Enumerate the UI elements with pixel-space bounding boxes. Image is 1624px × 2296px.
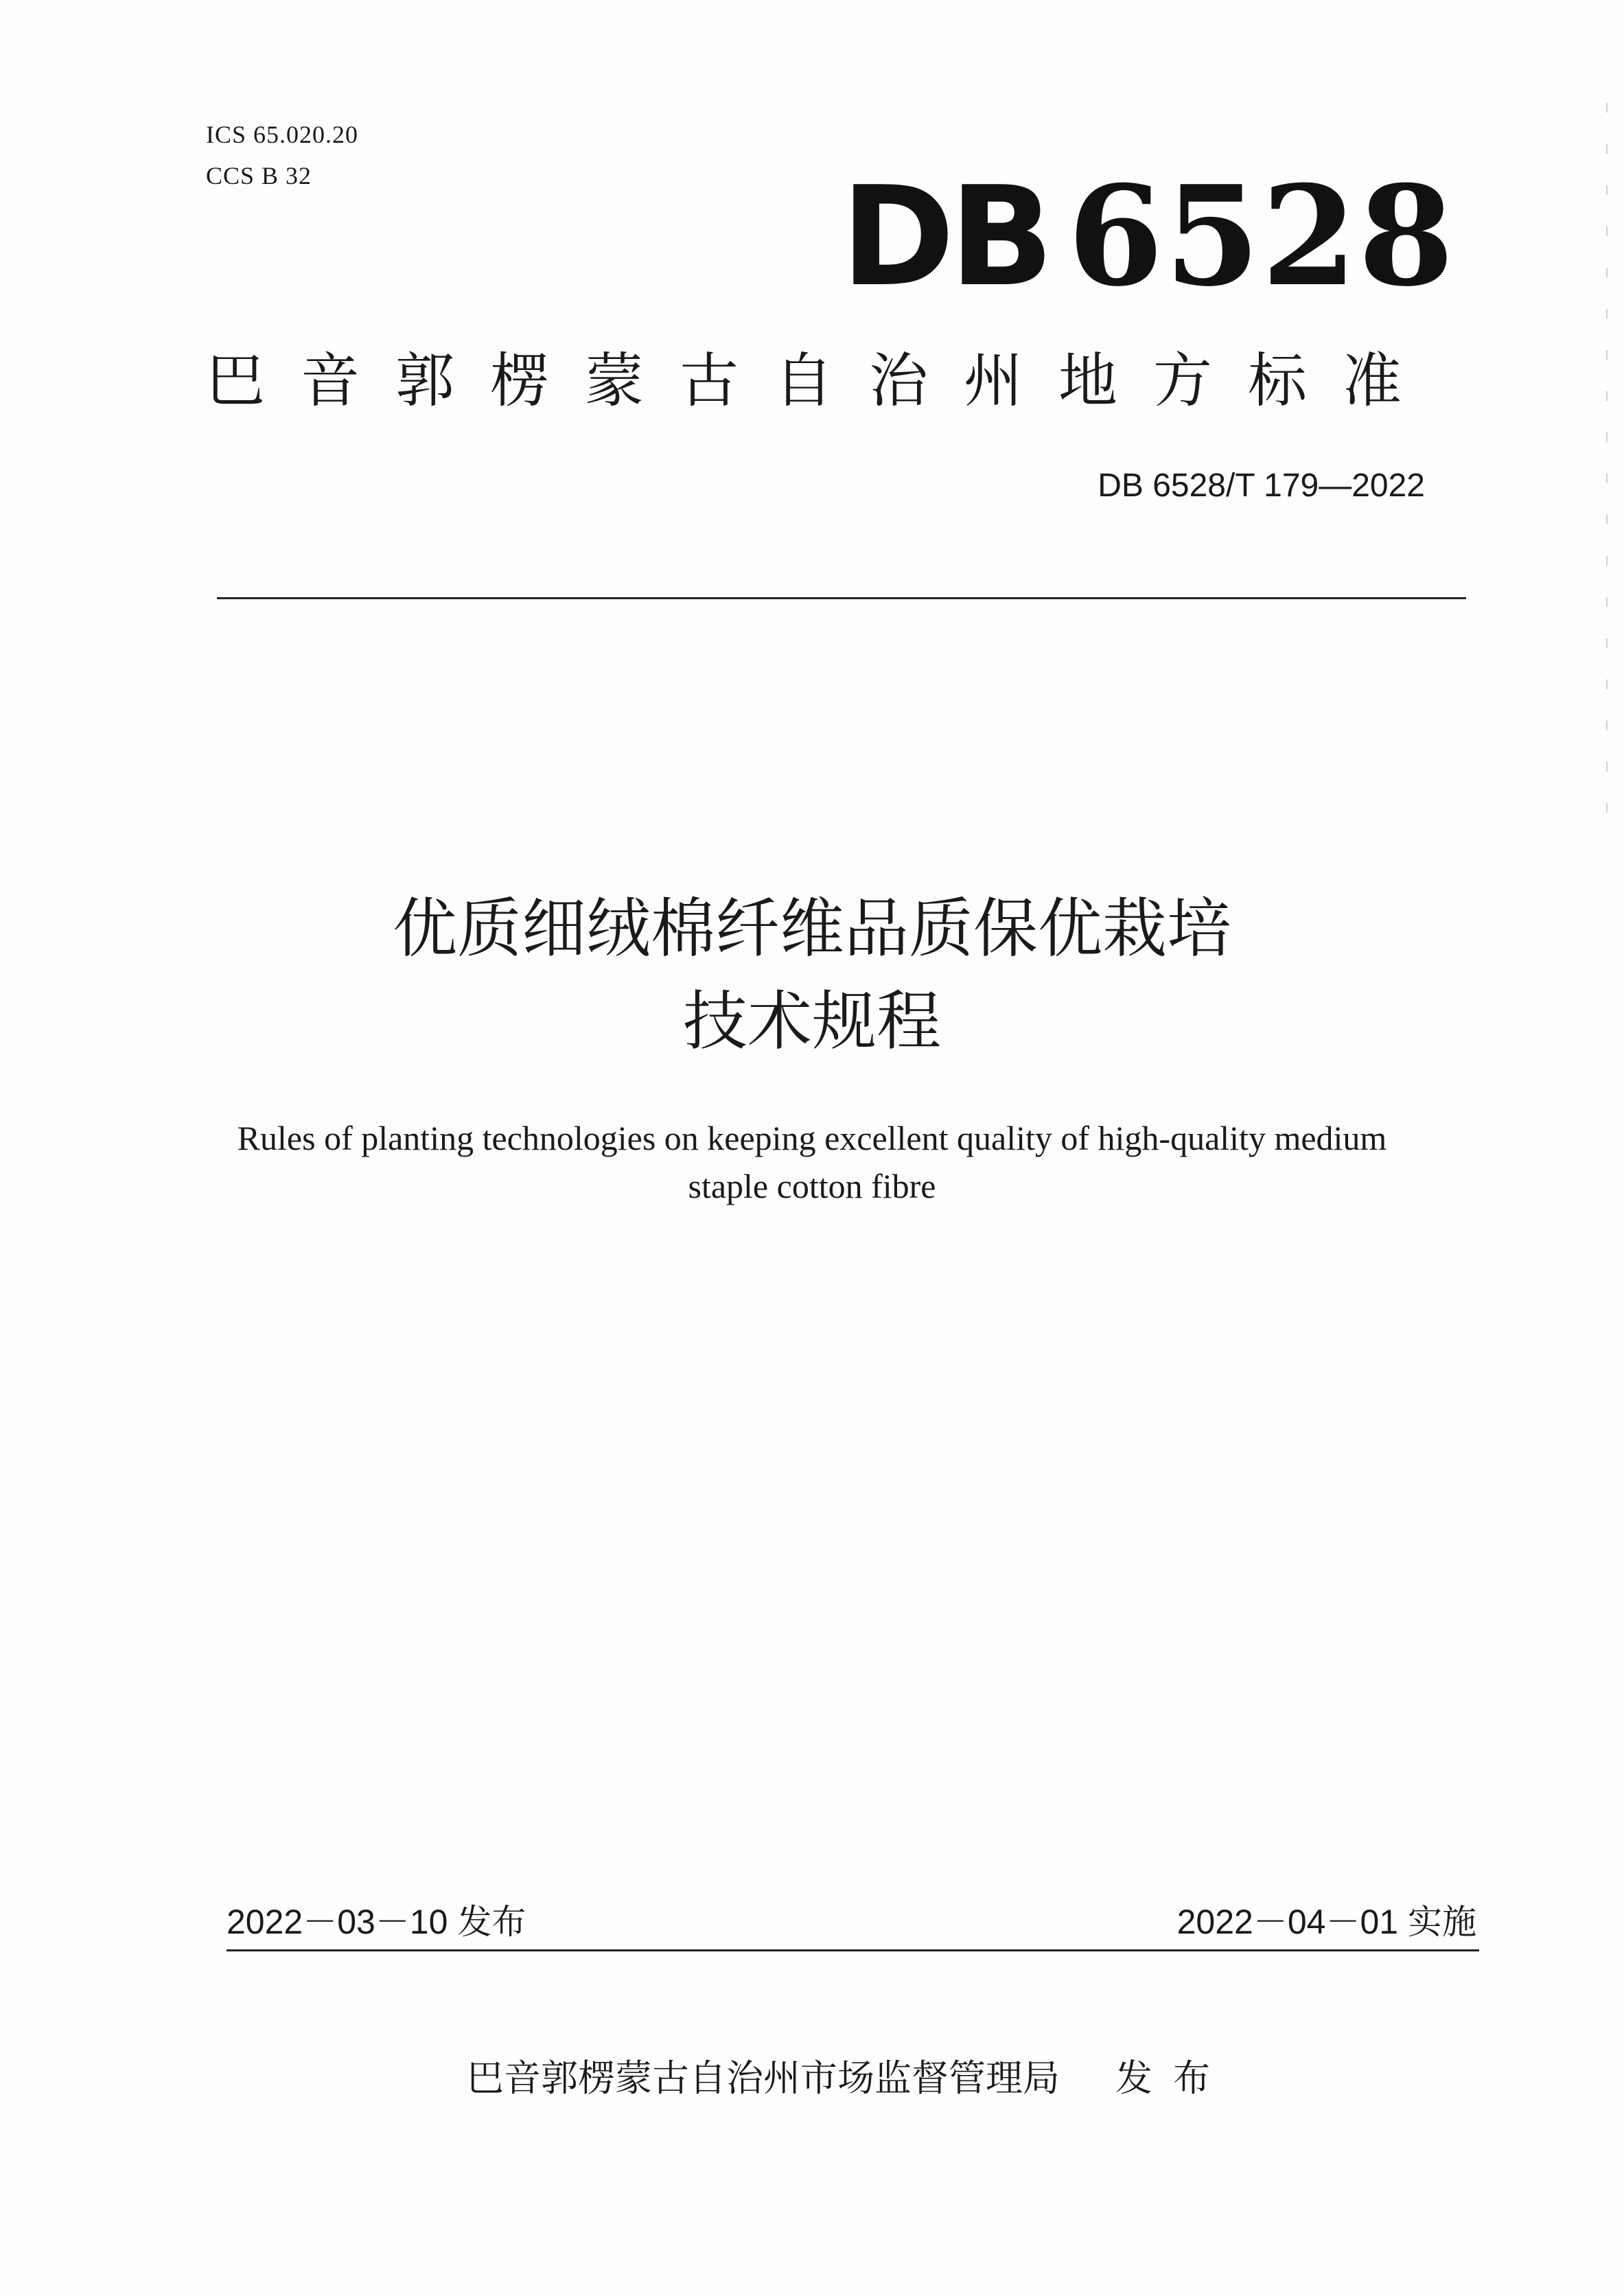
issuing-authority: 巴音郭楞蒙古自治州市场监督管理局 (467, 2056, 1060, 2100)
ccs-code: CCS B 32 (206, 162, 312, 189)
issue-date-value: 2022－03－10 (227, 1903, 448, 1941)
implementation-date-label: 实施 (1408, 1902, 1476, 1942)
title-chinese-line-2: 技术规程 (682, 984, 941, 1059)
issuing-action: 发布 (1115, 2056, 1231, 2100)
implementation-date (1177, 1894, 1476, 1944)
standard-mark-code: 6528 (1067, 156, 1456, 317)
issue-date-label: 发布 (457, 1902, 526, 1942)
standard-mark (841, 156, 1456, 317)
standard-type-heading: 巴音郭楞蒙古自治州地方标准 (206, 347, 1437, 415)
scan-edge-artifact (1606, 103, 1608, 824)
title-english-line-1: Rules of planting technologies on keeping excellent quality of high-quality medium (237, 1119, 1387, 1157)
implementation-date-value: 2022－04－01 (1176, 1903, 1399, 1941)
issue-date (227, 1894, 526, 1944)
ics-code: ICS 65.020.20 (206, 121, 359, 148)
title-english-line-2: staple cotton fibre (688, 1167, 936, 1205)
top-divider (217, 597, 1466, 599)
standard-mark-prefix: DB (841, 157, 1049, 317)
bottom-divider (227, 1949, 1479, 1951)
title-chinese-line-1: 优质细绒棉纤维品质保优栽培 (392, 892, 1231, 966)
standard-number: DB 6528/T 179—2022 (1098, 467, 1425, 504)
